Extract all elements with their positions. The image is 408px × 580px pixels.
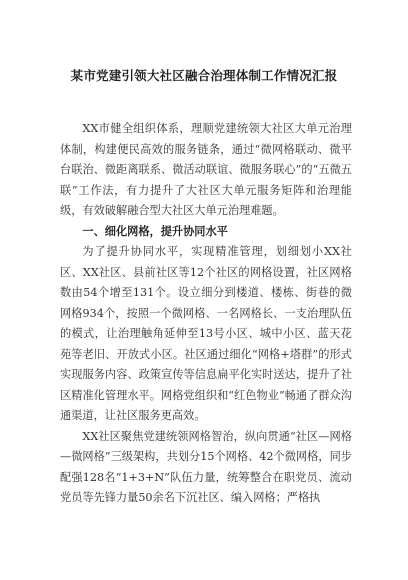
section-heading: 一、细化网格，提升协同水平 bbox=[82, 224, 228, 238]
document-title: 某市党建引领大社区融合治理体制工作情况汇报 bbox=[70, 68, 338, 83]
intro-paragraph: XX市健全组织体系，理顺党建统领大社区大单元治理体制，构建便民高效的服务链条，通过“微网格联动、微平台联治、微距离联系、微活动联谊、微服务联心”的“五微五联”工作法，有力提升了大社区大单元服务矩阵和治理能级，有效破解融合型大社区大单元治理难题。 bbox=[60, 122, 352, 217]
document-body bbox=[60, 119, 352, 509]
section-paragraph: 为了提升协同水平，实现精准管理，划细划小XX社区、XX社区、县前社区等12个社区的网格设置，社区网格数由54个增至131个。设立细分到楼道、楼栋、街巷的微网格934个，按照一个微网格、一名网格长、一支治理队伍的模式，让治理触角延伸至13号小区、城中小区、蓝天花苑等老旧、开放式小区。社区通过细化“网格+塔群”的形式实现服务内容、政策宣传等信息扁平化实时送达，提升了社区精准化管理水平。网格党组织和“红色物业”畅通了群众沟通渠道，让社区服务更高效。 bbox=[60, 245, 352, 422]
section-paragraph: XX社区聚焦党建统领网格智治，纵向贯通“社区—网格—微网格”三级架构，共划分15个网格、42个微网格，同步配强128名“1+3+N”队伍力量，统筹整合在职党员、流动党员等先锋力量50余名下沉社区、编入网格；严格执 bbox=[60, 429, 352, 504]
